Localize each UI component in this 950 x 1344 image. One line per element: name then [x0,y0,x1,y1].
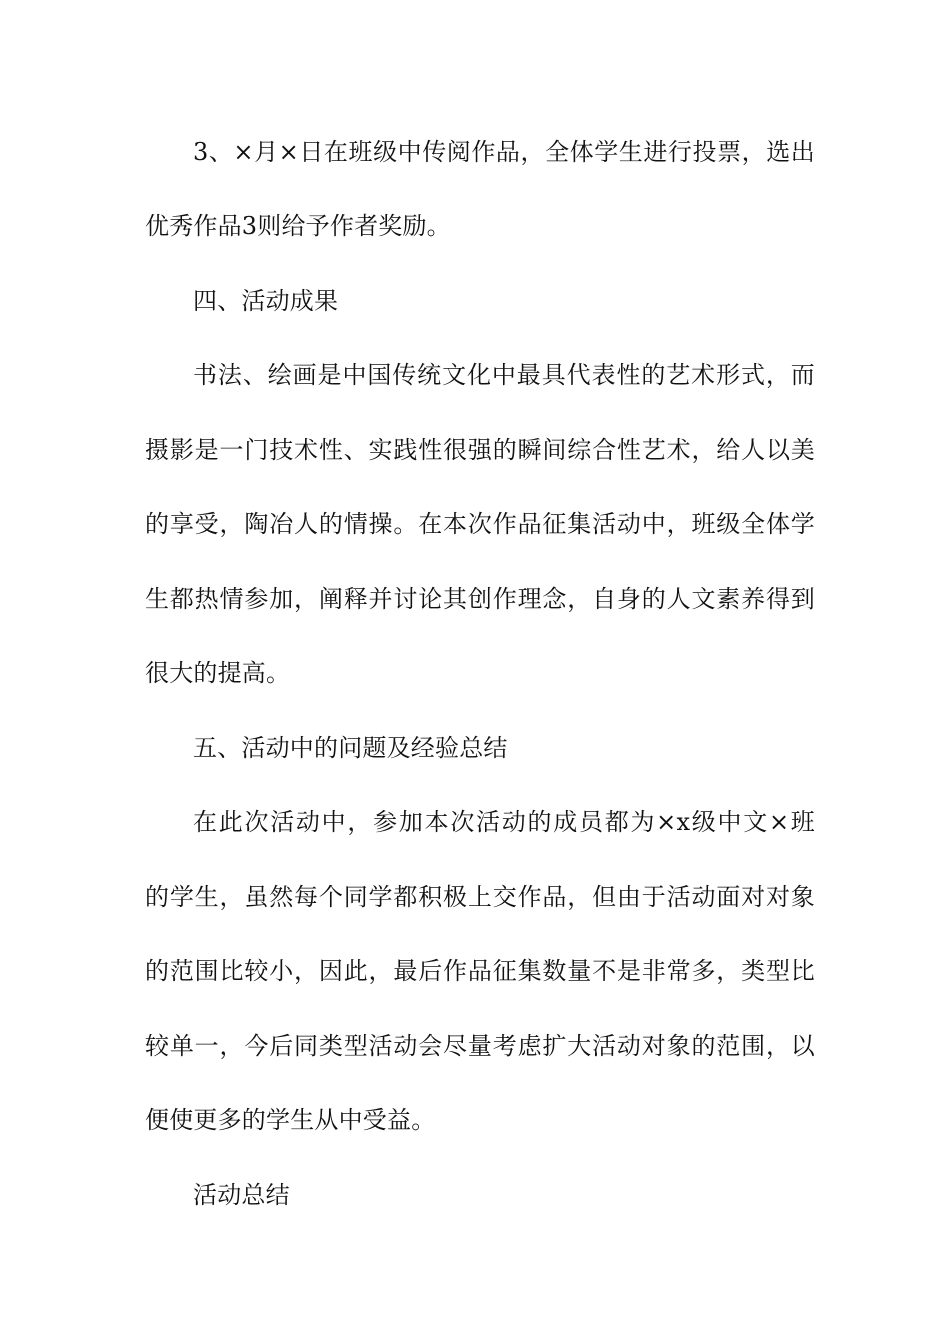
paragraph-results-line2: 摄影是一门技术性、实践性很强的瞬间综合性艺术，给人以美 [145,436,815,464]
paragraph-problems-line4: 较单一，今后同类型活动会尽量考虑扩大活动对象的范围，以 [145,1032,815,1060]
paragraph-problems-line1: 在此次活动中，参加本次活动的成员都为×x级中文×班 [193,808,815,836]
paragraph-problems-line2: 的学生，虽然每个同学都积极上交作品，但由于活动面对对象 [145,883,815,911]
paragraph-results-line3: 的享受，陶冶人的情操。在本次作品征集活动中，班级全体学 [145,510,815,538]
paragraph-step3-line1: 3、×月×日在班级中传阅作品，全体学生进行投票，选出 [193,138,815,166]
paragraph-problems-line3: 的范围比较小，因此，最后作品征集数量不是非常多，类型比 [145,957,815,985]
paragraph-problems-line5: 便使更多的学生从中受益。 [145,1106,436,1134]
paragraph-results-line4: 生都热情参加，阐释并讨论其创作理念，自身的人文素养得到 [145,585,815,613]
paragraph-step3-line2: 优秀作品3则给予作者奖励。 [145,212,451,240]
section-heading-summary: 活动总结 [193,1181,290,1209]
paragraph-results-line5: 很大的提高。 [145,659,291,687]
section-heading-problems: 五、活动中的问题及经验总结 [193,734,508,762]
section-heading-results: 四、活动成果 [193,287,339,315]
paragraph-results-line1: 书法、绘画是中国传统文化中最具代表性的艺术形式，而 [193,361,815,389]
